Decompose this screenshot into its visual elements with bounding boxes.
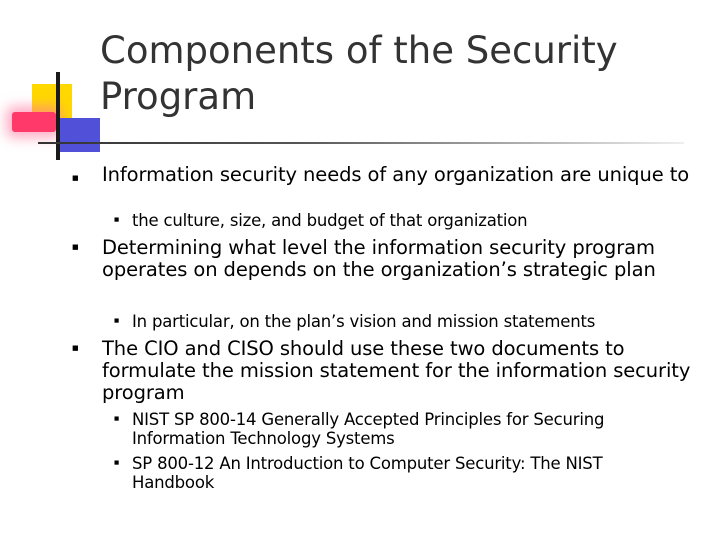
- sub-bullet-icon: ■: [114, 318, 120, 324]
- bullet-icon: ■: [72, 174, 79, 182]
- sub-bullet-icon: ■: [114, 217, 120, 223]
- bullet-point-2: Determining what level the information security program operates on depends on the organization’s strategic plan: [102, 236, 656, 281]
- bullet-icon: ■: [72, 344, 79, 352]
- sub-point-1-1: the culture, size, and budget of that organization: [132, 211, 528, 230]
- sub-point-3-1: NIST SP 800-14 Generally Accepted Principles for Securing Information Technology Systems: [132, 410, 605, 448]
- sub-bullet-icon: ■: [114, 460, 120, 466]
- bullet-point-3: The CIO and CISO should use these two documents to formulate the mission statement for the information security program: [102, 337, 691, 404]
- sub-bullet-icon: ■: [114, 416, 120, 422]
- sub-point-3-2: SP 800-12 An Introduction to Computer Security: The NIST Handbook: [132, 454, 603, 492]
- bullet-icon: ■: [72, 243, 79, 251]
- sub-point-2-1: In particular, on the plan’s vision and mission statements: [132, 312, 596, 331]
- slide-title: Components of the Security Program: [100, 29, 618, 118]
- bullet-point-1: Information security needs of any organization are unique to: [102, 163, 690, 186]
